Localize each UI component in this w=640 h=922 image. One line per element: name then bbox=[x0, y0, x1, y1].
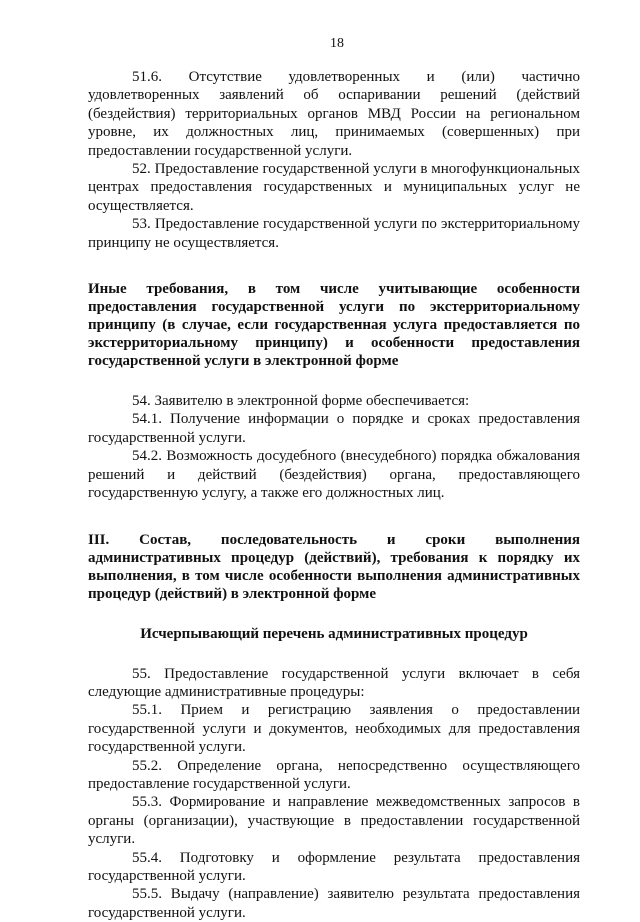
paragraph-54-1: 54.1. Получение информации о порядке и сроках предоставления государственной услуги. bbox=[88, 411, 580, 446]
paragraph-55-4: 55.4. Подготовку и оформление результата предоставления государственной услуги. bbox=[88, 849, 580, 884]
paragraph-53: 53. Предоставление государственной услуги по экстерриториальному принципу не осуществляется. bbox=[88, 216, 580, 251]
paragraph-55-5: 55.5. Выдачу (направление) заявителю результата предоставления государственной услуги. bbox=[88, 886, 580, 921]
heading-section-3: III. Состав, последовательность и сроки выполнения административных процедур (действий), требования к порядку их выполнения, в том числе особенности выполнения административных процедур (действий) в электронной форме bbox=[88, 531, 580, 602]
paragraph-54: 54. Заявителю в электронной форме обеспечивается: bbox=[132, 393, 470, 410]
page-number: 18 bbox=[330, 36, 344, 51]
paragraph-51-6: 51.6. Отсутствие удовлетворенных и (или) частично удовлетворенных заявлений об оспаривании решений (действий (бездействия) территориальных органов МВД России на региональном уровне, их должностных лиц, принимаемых (совершенных) при предоставлении государственной услуги. bbox=[88, 69, 580, 159]
paragraph-55: 55. Предоставление государственной услуги включает в себя следующие административные процедуры: bbox=[88, 665, 580, 700]
paragraph-52: 52. Предоставление государственной услуги в многофункциональных центрах предоставления государственных и муниципальных услуг не осуществляется. bbox=[88, 161, 580, 214]
paragraph-54-2: 54.2. Возможность досудебного (внесудебного) порядка обжалования решений и действий (бездействия) органа, предоставляющего государственную услугу, а также его должностных лиц. bbox=[88, 448, 580, 502]
paragraph-55-2: 55.2. Определение органа, непосредственно осуществляющего предоставление государственной услуги. bbox=[88, 757, 580, 792]
paragraph-55-1: 55.1. Прием и регистрацию заявления о предоставлении государственной услуги и документов, необходимых для предоставления государственной услуги. bbox=[88, 702, 580, 756]
paragraph-55-3: 55.3. Формирование и направление межведомственных запросов в органы (организации), участвующие в предоставлении государственной услуги. bbox=[88, 794, 580, 848]
heading-other-requirements: Иные требования, в том числе учитывающие особенности предоставления государственной услуги по экстерриториальному принципу (в случае, если государственная услуга предоставляется по экстерриториальному принципу) и особенности предоставления государственной услуги в электронной форме bbox=[88, 281, 580, 370]
heading-procedure-list: Исчерпывающий перечень административных процедур bbox=[140, 625, 528, 642]
